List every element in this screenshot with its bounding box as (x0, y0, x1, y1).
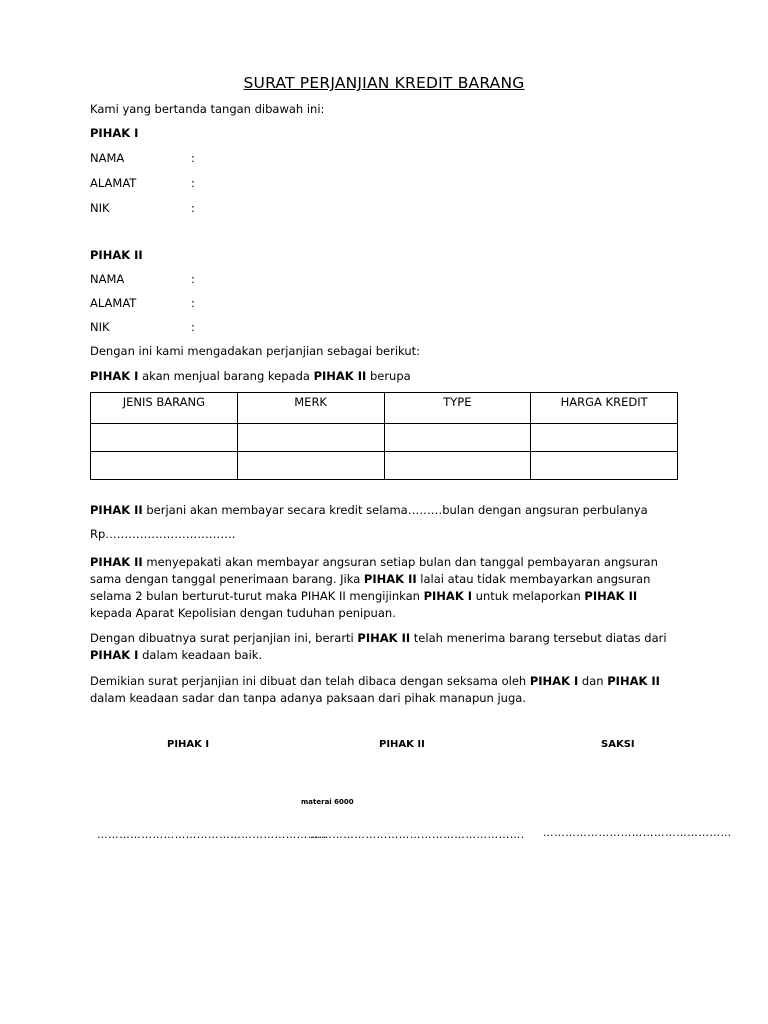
document-title: SURAT PERJANJIAN KREDIT BARANG (243, 74, 525, 92)
table-cell (237, 424, 384, 452)
pihak2-nama-colon: : (191, 272, 195, 286)
header-merk: MERK (237, 393, 384, 424)
pihak1-alamat-label: ALAMAT (90, 176, 137, 190)
table-header-row (91, 393, 678, 424)
header-harga-kredit: HARGA KREDIT (531, 393, 678, 424)
pihak2-nama-label: NAMA (90, 272, 125, 286)
signature-label-pihak1: PIHAK I (167, 739, 210, 750)
signature-label-pihak2: PIHAK II (379, 739, 425, 750)
meterai-note: materai 6000 (301, 798, 354, 806)
pihak1-ref: PIHAK I (90, 369, 139, 383)
pihak2-ref: PIHAK II (313, 369, 367, 383)
pihak2-nik-label: NIK (90, 320, 110, 334)
sale-line-end: berupa (366, 369, 411, 383)
pihak1-nama-colon: : (191, 151, 195, 165)
pihak1-nik-colon: : (191, 201, 195, 215)
table-cell (237, 452, 384, 480)
payment-text-4: kepada Aparat Kepolisian dengan tuduhan penipuan. (90, 606, 396, 620)
signature-line-pihak2: …………………………………………………. (310, 829, 525, 841)
items-table (90, 392, 678, 480)
pihak1-heading: PIHAK I (90, 126, 139, 140)
pihak2-alamat-label: ALAMAT (90, 296, 137, 310)
table-cell (384, 452, 531, 480)
pihak2-heading: PIHAK II (90, 248, 143, 262)
agreement-intro: Dengan ini kami mengadakan perjanjian sebagai berikut: (90, 344, 421, 358)
received-text-2: telah menerima barang tersebut diatas dari (410, 631, 667, 645)
received-text-1: Dengan dibuatnya surat perjanjian ini, berarti (90, 631, 358, 645)
pihak2-nik-colon: : (191, 320, 195, 334)
pihak2-ref: PIHAK II (90, 503, 143, 517)
closing-paragraph (90, 673, 674, 707)
sale-line-mid: akan menjual barang kepada (138, 369, 314, 383)
pihak2-ref: PIHAK II (607, 674, 660, 688)
signature-label-saksi: SAKSI (601, 739, 635, 750)
closing-text-2: dan (578, 674, 608, 688)
signature-line-saksi: …………………………………………… (543, 827, 732, 839)
table-row (91, 424, 678, 452)
pihak1-alamat-colon: : (191, 176, 195, 190)
pihak1-nik-label: NIK (90, 201, 110, 215)
received-paragraph (90, 630, 674, 664)
pihak2-ref: PIHAK II (357, 631, 411, 645)
received-text-3: dalam keadaan baik. (138, 648, 263, 662)
table-cell (91, 452, 238, 480)
pihak2-ref: PIHAK II (363, 572, 417, 586)
table-cell (531, 452, 678, 480)
header-type: TYPE (384, 393, 531, 424)
pihak1-nama-label: NAMA (90, 151, 125, 165)
credit-text: berjani akan membayar secara kredit selama………bulan dengan angsuran perbulanya (142, 503, 648, 517)
credit-line-2: Rp……………………………. (90, 527, 236, 541)
table-cell (384, 424, 531, 452)
payment-text-2: lalai atau tidak membayarkan angsuran selama 2 bulan berturut-turut maka PIHAK II mengijinkan (90, 572, 651, 603)
pihak1-ref: PIHAK I (529, 674, 579, 688)
pihak2-alamat-colon: : (191, 296, 195, 310)
pihak2-ref: PIHAK II (584, 589, 638, 603)
table-cell (91, 424, 238, 452)
pihak1-ref: PIHAK I (90, 648, 139, 662)
table-cell (531, 424, 678, 452)
sale-line (90, 368, 411, 385)
payment-text-3: untuk melaporkan (472, 589, 585, 603)
table-row (91, 452, 678, 480)
intro-text: Kami yang bertanda tangan dibawah ini: (90, 102, 325, 116)
payment-text-1: menyepakati akan membayar angsuran setiap bulan dan tanggal pembayaran angsuran sama dengan tanggal penerimaan barang. Jika (90, 555, 658, 586)
closing-text-1: Demikian surat perjanjian ini dibuat dan telah dibaca dengan seksama oleh (90, 674, 530, 688)
header-jenis-barang: JENIS BARANG (91, 393, 238, 424)
payment-paragraph (90, 554, 674, 622)
pihak1-ref: PIHAK I (423, 589, 473, 603)
signature-line-pihak1: …………………………………………………….. (97, 829, 327, 841)
pihak2-ref: PIHAK II (90, 555, 143, 569)
closing-text-3: dalam keadaan sadar dan tanpa adanya paksaan dari pihak manapun juga. (90, 691, 526, 705)
credit-line-1 (90, 502, 648, 519)
